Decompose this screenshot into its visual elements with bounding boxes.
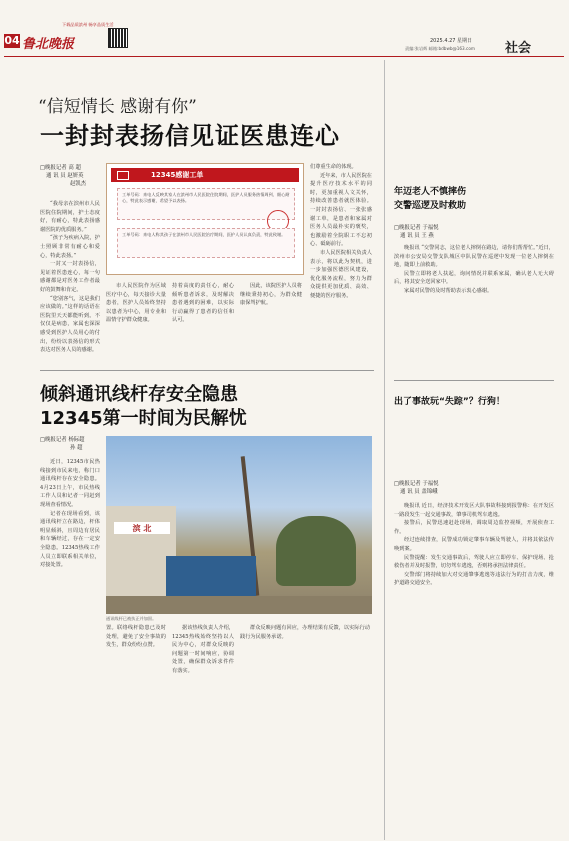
side1-body: 晚报讯 “交警同志，这位老人摔倒在路边，请你们帮帮忙。”近日，滨州市公安局交警支队城区中队民警在巡逻中发现一位老人摔倒在地，随即上前救助。 民警立即将老人扶起，询问情况并联系家属，确认老人无大碍后，将其安全送回家中。 家属对民警的及时帮助表示衷心感谢。 [394,245,554,294]
envelope-icon [117,171,129,180]
lead-col-1: “我母亲在滨州市人民医院住院期间，护士态度好，有耐心，特此表扬感谢医院的优质服务。” “孩子为疾病入院，护士照顾非常有耐心和爱心，特此表扬。” 一封又一封表扬信，见证着医患连心，每一句感谢都是对医务工作者最好的鼓舞和肯定。 “您别客气，这是我们应该做的。”这样的话语在医院里天天都能听到。不仅仅是病患，家属也深深感受到医护人员用心的付出，纷纷以表扬信的形式表达对医务人员的感谢。 [40,201,100,354]
masthead [0,0,569,60]
ticket-2: 工单号码：来电人称其孩子在滨州市人民医院治疗期间，医护人员认真负责，特此致谢。 [117,228,295,258]
telecom-photo [106,436,372,614]
telecom-col-1: 近日，12345市民热线接到市民来电，称门口通讯线杆存在安全隐患。4月23日上午，市民热线工作人员和记者一同赶到现场查看情况。 记者在现场看到，该通讯线杆立在路边，杆体明显倾斜，且周边有居民和车辆经过，存在一定安全隐患。12345热线工作人员立即联系相关单位，对接处置。 [40,459,100,569]
photo-truck [166,556,256,596]
photo-tree [276,516,356,586]
side1-byline: □晚报记者 于福悦 通 讯 员 王 燕 [394,225,439,239]
lead-col-bottom-1: 市人民医院作为区域医疗中心，每天接诊大量患者，医护人员始终坚持以患者为中心，用专业和温情守护群众健康。 [106,283,166,324]
lead-divider [40,370,374,371]
telecom-bottom-1: 置。联络线杆隐患已及时处理，避免了安全事故的发生，群众纷纷点赞。 [106,625,166,649]
qr-code [108,28,128,48]
side-divider [394,380,554,381]
side1-headline-2: 交警巡逻及时救助 [394,201,467,211]
lead-headline: 一封封表扬信见证医患连心 [40,122,340,150]
lead-kicker: “信短情长 感谢有你” [38,97,197,117]
photo-ground [106,596,372,614]
lead-col-bottom-2: 持着高度的责任心，耐心倾听患者诉求，及时解决患者遇到的困难，以实际行动赢得了患者的信任和认可。 [172,283,234,324]
telecom-byline: □晚报记者 杨际超 孙 超 [40,437,85,451]
side2-body: 晚报讯 近日，经济技术开发区大队事故科接到报警称：在开发区一路段发生一起交通事故，肇事司机驾车逃逸。 接警后，民警迅速赶赴现场，调取周边监控视频，开展侦查工作。 经过连续排查，民警成功锁定肇事车辆及驾驶人，并将其依法传唤到案。 民警提醒：发生交通事故后，驾驶人应立即停车、保护现场、抢救伤者并及时报警，切勿驾车逃逸，否则将承担法律责任。 交警部门将持续加大对交通肇事逃逸等违法行为的打击力度，维护道路交通安全。 [394,503,554,587]
telecom-photo-caption: 通讯线杆已被扶正并加固。 [106,616,157,621]
thanks-ticket-box [106,163,304,275]
side2-headline: 出了事故玩“失踪”？行狗！ [394,397,505,407]
side1-headline-1: 年迈老人不慎摔伤 [394,187,467,197]
right-col-rule [384,60,385,840]
issue-date: 2025.4.27 星期日 [430,38,473,44]
section-name: 社会 [505,41,532,56]
ticket-box-title: 12345感谢工单 [151,171,204,179]
lead-byline: □晚报记者 高 超 通 讯 员 赵妍英 赵凯杰 [40,165,87,187]
telecom-headline-2: 12345第一时间为民解忧 [40,408,247,429]
lead-col-3: 们尊重生命的体现。 近年来，市人民医院在提升医疗技术水平的同时，更加重视人文关怀，持续改善患者就医体验。一封封表扬信、一张张感谢工单，是患者和家属对医务人员最朴实的褒奖，也激励着全院职工不忘初心、砥砺前行。 市人民医院相关负责人表示，将以此为契机，进一步加强医德医风建设，优化服务流程，努力为群众提供更加优质、高效、便捷的医疗服务。 [310,164,372,299]
side2-byline: □晚报记者 于福悦 通 讯 员 盖锦峨 [394,481,439,495]
telecom-bottom-3: 群众反映问题有回应，办理结果有反馈，以实际行动践行为民服务承诺。 [240,625,370,640]
editor-line: 责编:张岩辉 邮箱:bdbwb@163.com [405,46,475,51]
masthead-rule [4,56,564,57]
page-number-badge: 04 [4,34,20,47]
telecom-headline-1: 倾斜通讯线杆存安全隐患 [40,384,238,405]
lead-col-bottom-3: 因此，该院医护人员将继续秉持初心，为群众健康保驾护航。 [240,283,302,307]
paper-logo: 鲁北晚报 [22,37,75,52]
telecom-bottom-2: 据该热线负责人介绍，12345热线始终坚持以人民为中心，对群众反映的问题第一时间响应，协调处置，确保群众诉求件件有落实。 [172,625,234,674]
ticket-1: 工单号码：来电人反映其家人在滨州市人民医院住院期间，医护人员服务热情周到、细心耐心，特此表示感谢，希望予以表扬。 [117,188,295,220]
ticket-box-header [111,168,299,182]
masthead-slogan: 下载品质滨州 畅享品质生活 [62,22,114,27]
photo-building-sign: 滨 北 [114,522,170,534]
